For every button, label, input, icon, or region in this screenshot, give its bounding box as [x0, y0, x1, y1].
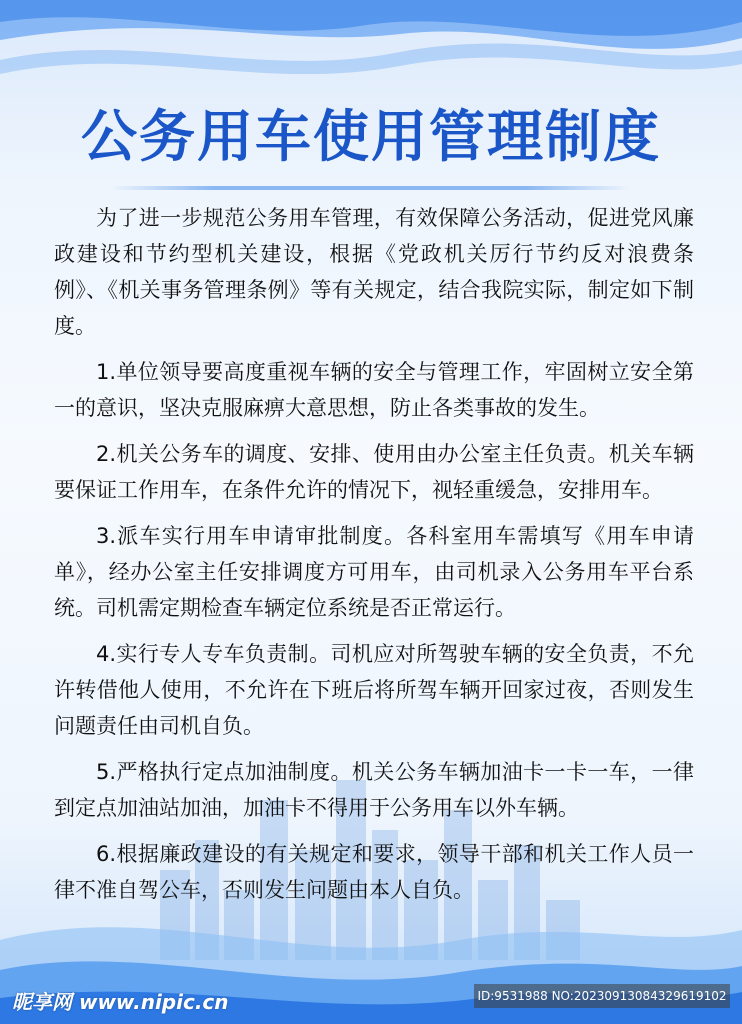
poster-title: 公务用车使用管理制度: [81, 105, 661, 170]
top-wave-decoration: [0, 0, 742, 110]
site-watermark: 昵享网 www.nipic.cn: [12, 990, 229, 1014]
paragraph-rule-2: 2.机关公务车的调度、安排、使用由办公室主任负责。机关车辆要保证工作用车，在条件允许的情况下，视轻重缓急，安排用车。: [54, 442, 694, 502]
paragraph-rule-4: 4.实行专人专车负责制。司机应对所驾驶车辆的安全负责，不允许转借他人使用，不允许在下班后将所驾车辆开回家过夜，否则发生问题责任由司机自负。: [54, 642, 694, 738]
paragraph-rule-5: 5.严格执行定点加油制度。机关公务车辆加油卡一卡一车，一律到定点加油站加油，加油卡不得用于公务用车以外车辆。: [54, 760, 694, 820]
paragraph-rule-1: 1.单位领导要高度重视车辆的安全与管理工作，牢固树立安全第一的意识，坚决克服麻痹大意思想，防止各类事故的发生。: [54, 360, 694, 420]
image-id-watermark: ID:9531988 NO:20230913084329619102: [474, 984, 730, 1008]
paragraph-rule-6: 6.根据廉政建设的有关规定和要求，领导干部和机关工作人员一律不准自驾公车，否则发生问题由本人自负。: [54, 842, 694, 902]
title-underline: [110, 186, 630, 190]
poster-body: [54, 200, 694, 918]
paragraph-rule-3: 3.派车实行用车申请审批制度。各科室用车需填写《用车申请单》，经办公室主任安排调度方可用车，由司机录入公务用车平台系统。司机需定期检查车辆定位系统是否正常运行。: [54, 524, 694, 620]
paragraph-intro: 为了进一步规范公务用车管理，有效保障公务活动，促进党风廉政建设和节约型机关建设，根据《党政机关厉行节约反对浪费条例》、《机关事务管理条例》等有关规定，结合我院实际，制定如下制度。: [54, 206, 694, 338]
